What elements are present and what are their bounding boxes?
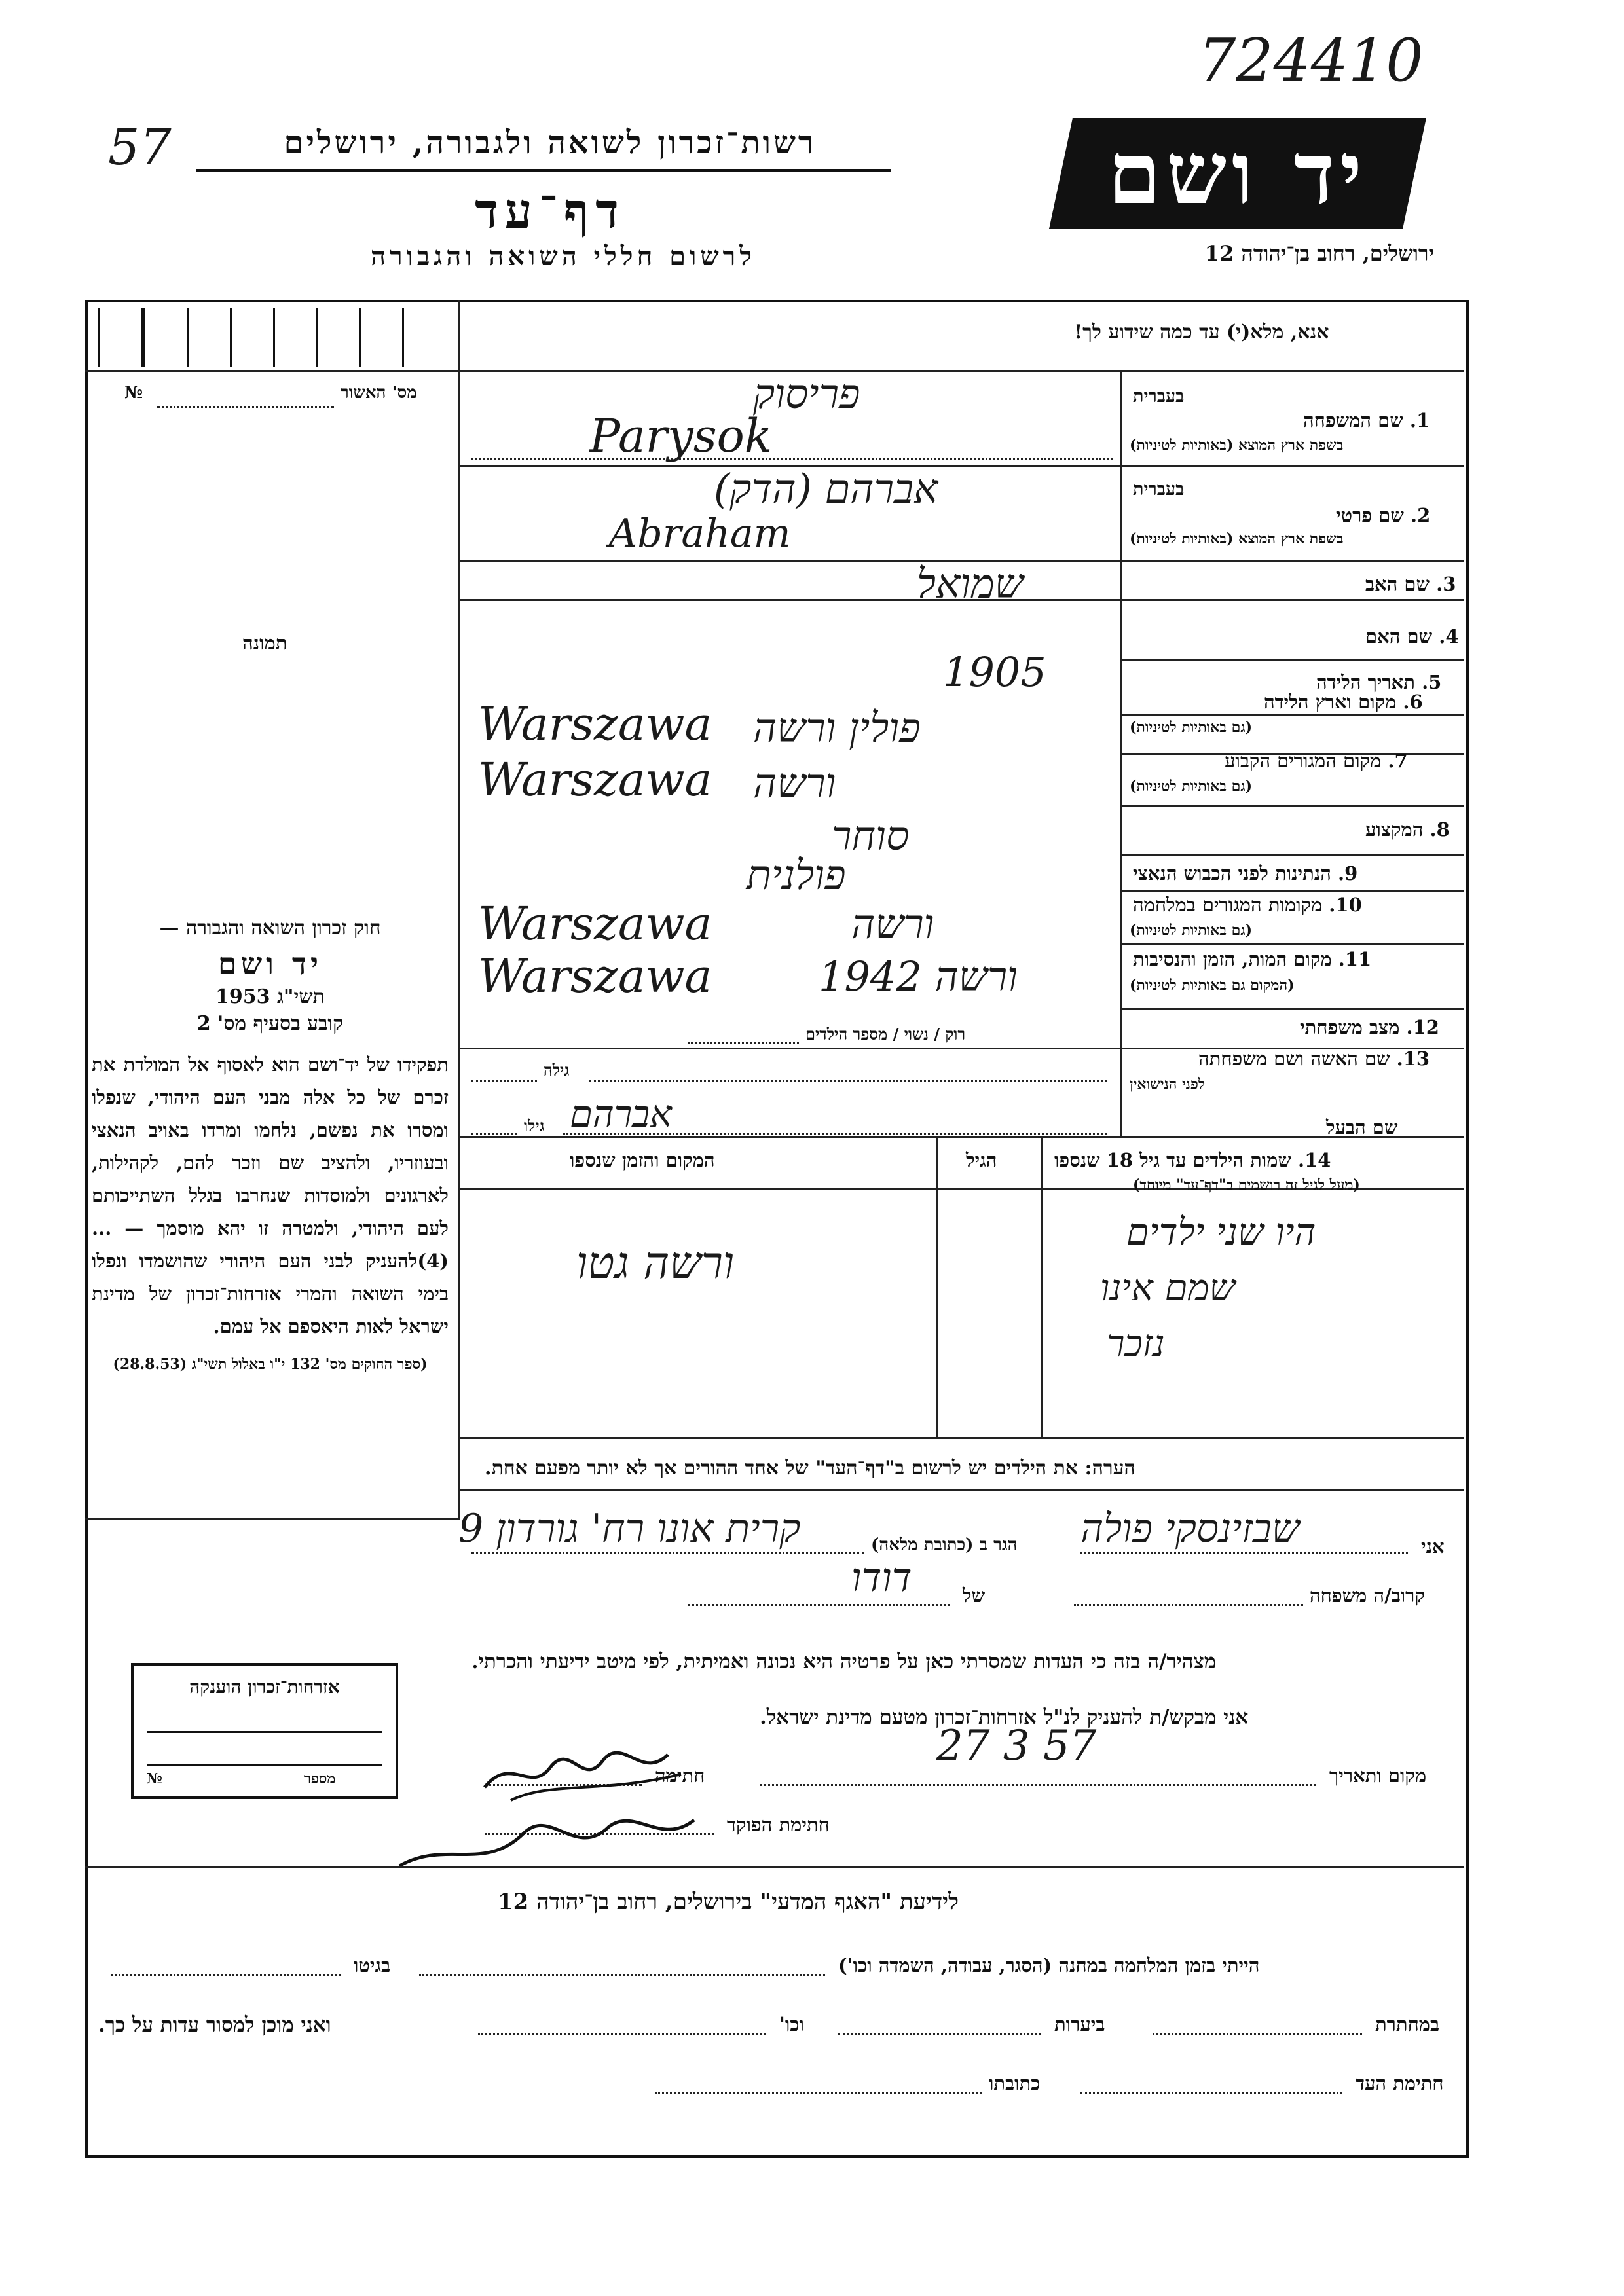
children-place[interactable]: ורשה גטו [576,1237,735,1289]
husband-label: שם הבעל [1326,1116,1398,1139]
f7-value-hebrew[interactable]: ורשה [753,759,836,807]
f9-label: 9. הנתינות לפני הכבוש הנאצי [1133,862,1358,884]
request-text: אני מבקש/ת להעניק לנ"ל אזרחות־זכרון מטעם מדינת ישראל. [760,1705,1249,1729]
law-ref: (ספר החוקים מס' 132 י"ו באלול תשי"ג (28.8.53) [113,1356,428,1373]
f1-value-latin[interactable]: Parysok [589,409,773,463]
f7-value-latin[interactable]: Warszawa [478,753,712,807]
certificate-box [131,1663,398,1799]
signature-label: חתימה [655,1764,705,1787]
f7-label: 7. מקום המגורים הקבוע [1225,750,1408,772]
f6-label: 6. מקום וארץ הלידה [1264,691,1423,713]
f8-label: 8. המקצוע [1365,818,1450,841]
org-title: רשות־זכרון לשואה ולגבורה, ירושלים [284,124,817,161]
f1-hebrew-tag: בעברית [1133,386,1185,407]
f14-place-col: המקום והזמן שנספו [570,1149,715,1171]
f1-label: 1. שם המשפחה [1303,409,1430,431]
certificate-title: אזרחות־זכרון הוענקה [189,1676,340,1698]
footer-line1-b: בגיטו [354,1954,391,1977]
footer-line2-d: ואני מוכן למסור עדות על כך. [98,2013,331,2037]
relation-value[interactable]: דודו [851,1555,912,1601]
date-value[interactable]: 27 3 57 [936,1722,1097,1770]
archive-number: 724410 [1198,26,1424,95]
f14-sub: (מעל לגיל זה רושמים ב"דף־עד" מיוחד) [1133,1176,1360,1194]
law-name: יד ושם [217,946,323,981]
children-row2[interactable]: שמם אינו [1100,1267,1236,1309]
declarant-i-label: אני [1421,1535,1445,1558]
footer-title: לידיעת "האגף המדעי" בירושלים, רחוב בן־יהודה 12 [498,1889,959,1915]
law-body: תפקידו של יד־ושם הוא לאסוף אל המולדת את זכרם של כל אלה מבני העם היהודי, שנפלו ומסרו את נפשם, נלחמו ומרדו באויב הנאצי ובעוזריו, ולהציב שם וזכר להם, לקהילות, לארגונים ולמוסדות שנחרבו בגלל השתייכותם לעם היהודי, ולמטרה זו יהא מוסמך — ...(4)להעניק לבני העם היהודי שהושמדו ונפלו בימי השואה והמרי אזרחות־זכרון של מדינת ישראל לאות היאספם אל עמם. [92,1053,449,1338]
address: ירושלים, רחוב בן־יהודה 12 [1204,241,1434,266]
f10-label: 10. מקומות המגורים במלחמה [1133,894,1362,916]
f14-label: 14. שמות הילדים עד גיל 18 שנספו [1054,1149,1331,1171]
f9-value[interactable]: פולנית [747,851,846,899]
relation-label: קרוב/ה משפחה [1310,1584,1425,1607]
f6-value-hebrew[interactable]: פולין ורשה [753,704,921,752]
approval-boxes [98,308,445,367]
husband-age-label: גילו [524,1116,545,1135]
approval-label: מס' האשור [341,383,417,403]
law-box [92,917,449,1373]
f10-value-hebrew[interactable]: ורשה [851,900,934,948]
please-fill: אנא, מלא(י) עד כמה שידוע לך! [1074,321,1329,344]
f13-sub: לפני הנישואין [1130,1076,1206,1093]
footer-line2-b: ביערות [1054,2013,1105,2035]
footer-line3-b: כתובתו [989,2072,1041,2094]
f3-value[interactable]: שמואל [917,560,1024,608]
f5-label: 5. תאריך הלידה [1316,671,1442,693]
f7-sub: (גם באותיות לטיניות) [1130,778,1253,795]
husband-value[interactable]: אברהם [570,1093,672,1136]
f2-hebrew-tag: בעברית [1133,479,1185,500]
footer-line3-a: חתימת העד [1356,2072,1444,2094]
logo-text: יד ושם [1107,123,1368,223]
note: הערה: את הילדים יש לרשום ב"דף־העד" של אחד ההורים אך לא יותר מפעם אחת. [485,1457,1135,1480]
law-year: תשי"ג 1953 [215,985,325,1008]
f2-value-latin[interactable]: Abraham [609,511,791,556]
approval-no-label: № [124,383,143,403]
f2-label: 2. שם פרטי [1336,504,1431,526]
declarant-name[interactable]: שבזינסקי פולה [1080,1506,1300,1552]
of-label: של [963,1584,986,1607]
declarant-address[interactable]: קרית אונו רח' גורדון 9 [458,1506,801,1552]
certificate-number-label: מספר [304,1770,336,1787]
children-row3[interactable]: נזכר [1107,1322,1165,1365]
f10-value-latin[interactable]: Warszawa [478,897,712,951]
residing-label: הגר ב (כתובת מלאה) [871,1535,1018,1555]
f11-value-hebrew[interactable]: ורשה 1942 [819,953,1018,1000]
f12-label: 12. מצב משפחתי [1300,1016,1439,1038]
f2-value-hebrew[interactable]: אברהם (הדק) [714,465,938,513]
f12-options: רוק / נשוי / מספר הילדים [805,1025,966,1044]
children-row1[interactable]: היו שני ילדים [1126,1211,1316,1254]
folder-number: 57 [108,118,172,176]
f13-age-label: גילה [544,1061,570,1080]
f11-label: 11. מקום המות, הזמן והנסיבות [1133,948,1372,970]
f1-value-hebrew[interactable]: פריסוק [753,370,860,418]
f10-sub: (גם באותיות לטיניות) [1130,922,1253,939]
law-clause: קובע בסעיף מס' 2 [196,1012,344,1035]
declare-text: מצהיר/ה בזה כי העדות שמסרתי כאן על פרטיה היא נכונה ואמיתית, לפי מיטב ידיעתי והכרתי. [471,1650,1217,1673]
form-title: דף־עד [475,183,625,240]
f4-label: 4. שם האם [1365,625,1459,647]
f3-label: 3. שם האב [1365,573,1456,595]
officer-label: חתימת הפוקד [727,1813,830,1836]
photo-label: תמונה [242,632,287,654]
place-date-label: מקום ותאריך [1329,1764,1427,1787]
f13-label: 13. שם האשה ושם משפחתה [1198,1048,1430,1070]
f11-sub: (המקום גם באותיות לטיניות) [1130,977,1295,994]
footer-line1-a: הייתי בזמן המלחמה במחנה (הסגר, עבודה, השמדה וכו') [838,1954,1260,1977]
form-subtitle: לרשום חללי השואה והגבורה [370,241,756,272]
footer-line2-a: במחתרת [1375,2013,1439,2035]
f11-value-latin[interactable]: Warszawa [478,949,712,1003]
f8-value[interactable]: סוחר [832,812,910,860]
f14-age-col: הגיל [966,1149,997,1171]
f6-sub: (גם באותיות לטיניות) [1130,719,1253,736]
f5-value[interactable]: 1905 [943,648,1046,696]
f1-sub: בשפת ארץ המוצא (באותיות לטיניות) [1130,437,1344,454]
law-title: חוק זכרון השואה והגבורה — [159,917,381,939]
f2-sub: בשפת ארץ המוצא (באותיות לטיניות) [1130,530,1344,547]
certificate-no-label: № [147,1770,162,1787]
f6-value-latin[interactable]: Warszawa [478,697,712,751]
footer-line2-c: וכו' [779,2013,804,2035]
